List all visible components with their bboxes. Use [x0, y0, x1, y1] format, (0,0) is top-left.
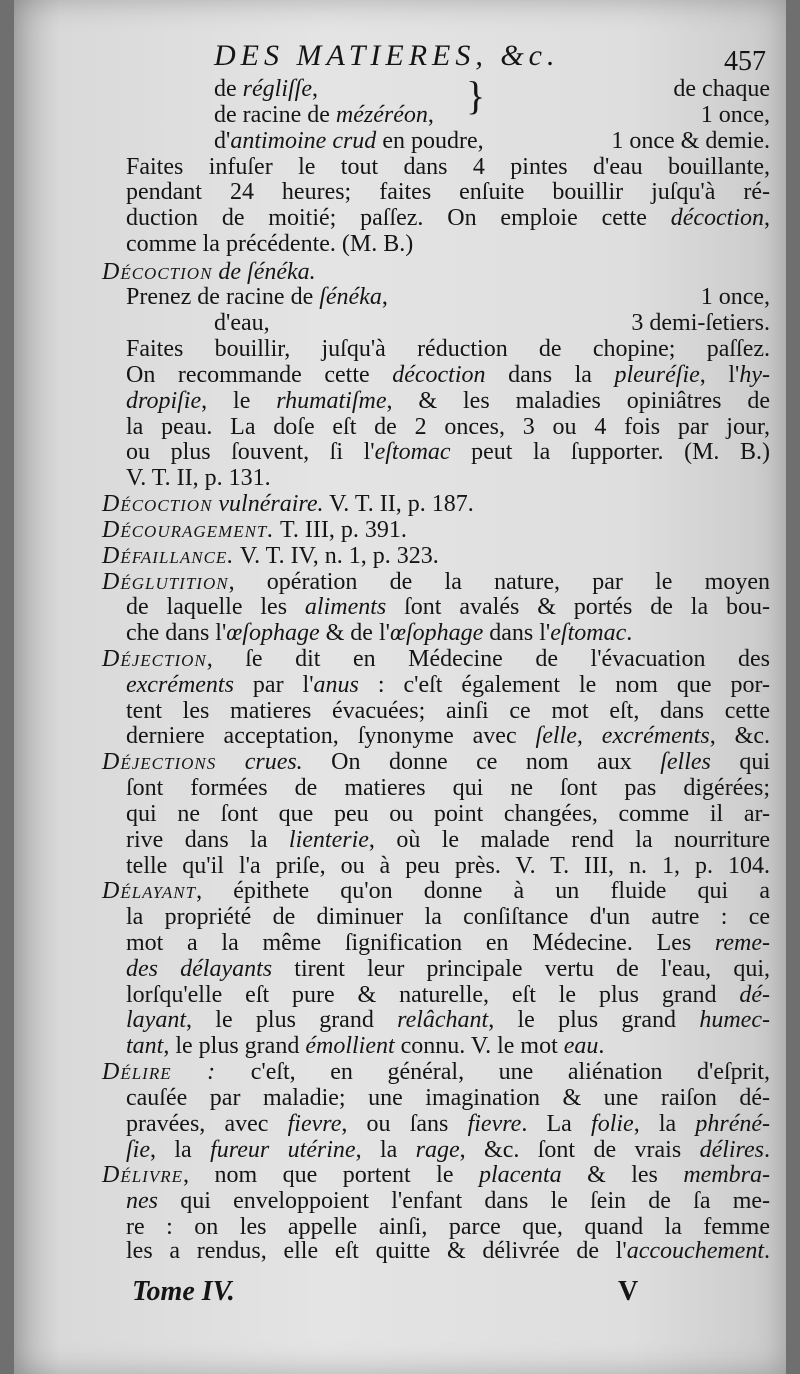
entry-heading: Déjection, ſe dit en Médecine de l'évacuation des [102, 645, 770, 672]
recipe-line: de régliſſe, de chaque [214, 76, 770, 102]
text-line: comme la précédente. (M. B.) [126, 230, 414, 257]
text-line: tant, le plus grand émollient connu. V. le mot eau. [126, 1033, 605, 1060]
text-line: re : on les appelle ainſi, parce que, quand la femme [126, 1214, 770, 1240]
entry-heading: Défaillance. V. T. IV, n. 1, p. 323. [102, 542, 439, 569]
text-line: rive dans la lienterie, où le malade rend la nourriture [126, 826, 771, 853]
recipe-line: d'antimoine crud en poudre, 1 once & demie. [214, 127, 770, 154]
text-line: ſont formées de matieres qui ne ſont pas digérées; [126, 775, 770, 801]
recipe-line: Prenez de racine de ſénéka, 1 once, [126, 284, 770, 311]
text-line: nes qui enveloppoient l'enfant dans le ſein de ſa me- [126, 1188, 770, 1215]
entry-heading: Déglutition, opération de la nature, par le moyen [102, 568, 770, 595]
text-line: la propriété de diminuer la conſiſtance d'un autre : ce [126, 904, 770, 931]
entry-heading: Délivre, nom que portent le placenta & les membra- [102, 1162, 770, 1189]
text-line: pendant 24 heures; faites enſuite bouillir juſqu'à ré- [126, 179, 770, 206]
text-line: les a rendus, elle eſt quitte & délivrée de l'accouchement. [126, 1238, 770, 1264]
text-line: la peau. La doſe eſt de 2 onces, 3 ou 4 fois par jour, [126, 413, 770, 440]
entry-heading: Délire : c'eſt, en général, une aliénation d'eſprit, [102, 1059, 770, 1086]
text-line: che dans l'œſophage & de l'œſophage dans l'eſtomac. [126, 620, 633, 647]
text-line: lorſqu'elle eſt pure & naturelle, eſt le plus grand dé- [126, 981, 770, 1008]
recipe-line: d'eau, 3 demi-ſetiers. [214, 310, 770, 337]
text-line: tent les matieres évacuées; ainſi ce mot eſt, dans cette [126, 697, 770, 724]
recipe-line: de racine de mézéréon, 1 once, [214, 101, 770, 128]
entry-heading: Déjections crues. On donne ce nom aux ſelles qui [102, 749, 771, 776]
entry-heading: Décoction de ſénéka. [102, 258, 316, 285]
text-line: mot a la même ſignification en Médecine. Les reme- [126, 930, 770, 956]
text-line: duction de moitié; paſſez. On emploie cette décoction, [126, 205, 770, 232]
entry-heading: Délayant, épithete qu'on donne à un fluide qui a [102, 878, 770, 905]
text-line: ou plus ſouvent, ſi l'eſtomac peut la ſupporter. (M. B.) [126, 439, 770, 466]
entry-heading: Découragement. T. III, p. 391. [102, 516, 407, 543]
entry-heading: Décoction vulnéraire. V. T. II, p. 187. [102, 491, 474, 517]
brace-mark: } [466, 73, 486, 118]
text-line: excréments par l'anus : c'eſt également le nom que por- [126, 671, 771, 698]
text-line: pravées, avec fievre, ou ſans fievre. La folie, la phréné- [126, 1110, 771, 1137]
text-line: qui ne ſont que peu ou point changées, comme il ar- [126, 800, 770, 827]
text-line: cauſée par maladie; une imagination & une raiſon dé- [126, 1084, 770, 1111]
volume-label: Tome IV. [132, 1276, 235, 1307]
text-line: telle qu'il l'a priſe, ou à peu près. V. T. III, n. 1, p. 104. [126, 852, 770, 879]
text-line: ſie, la fureur utérine, la rage, &c. ſont de vrais délires. [126, 1136, 770, 1163]
text-line: des délayants tirent leur principale vertu de l'eau, qui, [126, 955, 770, 982]
text-line: derniere acceptation, ſynonyme avec ſelle, excréments, &c. [126, 723, 770, 750]
text-line: Faites bouillir, juſqu'à réduction de chopine; paſſez. [126, 336, 770, 363]
text-line: dropiſie, le rhumatiſme, & les maladies opiniâtres de [126, 387, 770, 414]
text-line: V. T. II, p. 131. [126, 465, 271, 492]
signature-mark: V [618, 1276, 639, 1307]
book-page [14, 0, 786, 1374]
text-line: de laquelle les aliments ſont avalés & portés de la bou- [126, 594, 770, 621]
page-number: 457 [724, 46, 766, 77]
text-line: layant, le plus grand relâchant, le plus grand humec- [126, 1007, 770, 1034]
text-line: Faites infuſer le tout dans 4 pintes d'eau bouillante, [126, 153, 770, 180]
text-line: On recommande cette décoction dans la pleuréſie, l'hy- [126, 361, 770, 388]
running-header: DES MATIERES, &c. [214, 39, 560, 72]
